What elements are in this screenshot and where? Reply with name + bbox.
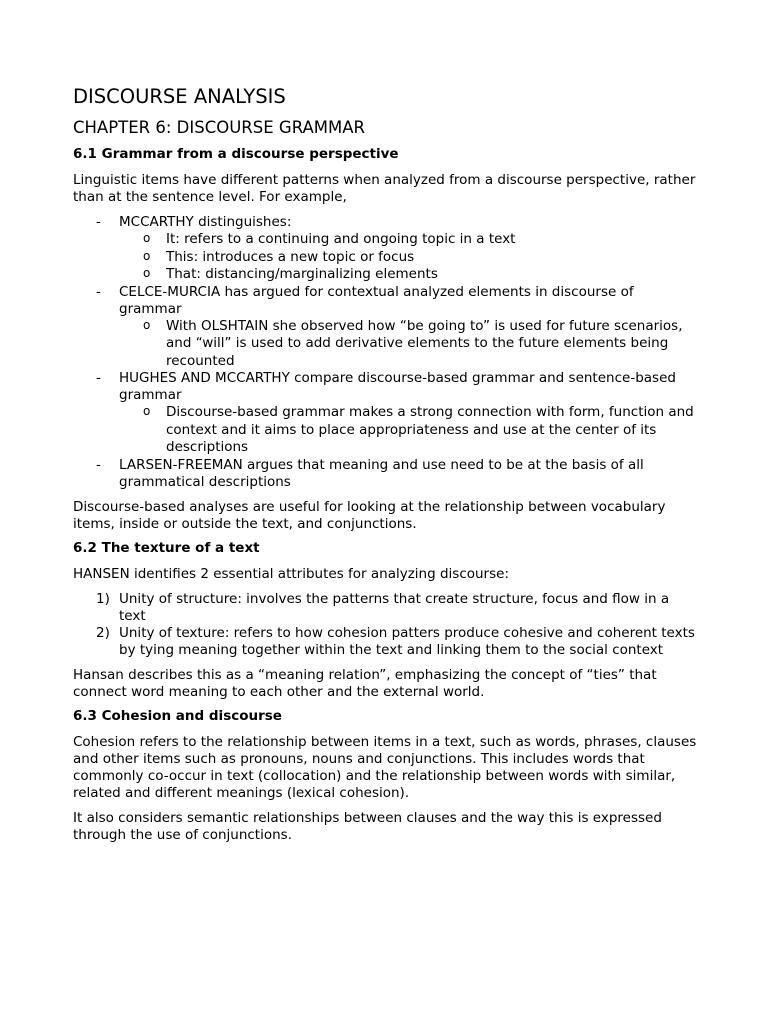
section-heading-6-2: 6.2 The texture of a text	[73, 539, 260, 556]
sub-list-item	[119, 266, 698, 284]
list-item	[73, 370, 698, 457]
document-body	[73, 85, 698, 844]
sub-list-item	[119, 318, 698, 371]
sub-list-item-text: That: distancing/marginalizing elements	[166, 266, 438, 282]
dash-bullet: -	[96, 283, 101, 300]
chapter-heading: CHAPTER 6: DISCOURSE GRAMMAR	[73, 118, 366, 137]
list-item-text: CELCE-MURCIA has argued for contextual analyzed elements in discourse of grammar	[119, 283, 634, 317]
section-6-3-paragraph-1: Cohesion refers to the relationship between items in a text, such as words, phrases, clauses and other items such as pronouns, nouns and conjunctions. This includes words that commonly co-occur in text (collocation) and the relationship between words with similar, related and different meanings (lexical cohesion).	[73, 733, 697, 801]
sub-list-item-text: Discourse-based grammar makes a strong connection with form, function and context and it aims to place appropriateness and use at the center of its descriptions	[166, 404, 694, 455]
sub-list	[119, 404, 698, 457]
section-6-1-intro: Linguistic items have different patterns when analyzed from a discourse perspective, rather than at the sentence level. For example,	[73, 172, 696, 205]
section-6-2-intro: HANSEN identifies 2 essential attributes for analyzing discourse:	[73, 565, 509, 582]
sub-list	[119, 318, 698, 371]
sub-list-item-text: This: introduces a new topic or focus	[166, 248, 415, 265]
sub-list-item-text: With OLSHTAIN she observed how “be going to” is used for future scenarios, and “will” is used to add derivative elements to the future elements being recounted	[166, 317, 683, 369]
sub-list-item	[119, 249, 698, 267]
list-item	[73, 284, 698, 371]
document-title: DISCOURSE ANALYSIS	[73, 85, 286, 108]
numbered-item-text: Unity of structure: involves the patterns that create structure, focus and flow in a text	[119, 590, 670, 624]
list-item-text: HUGHES AND MCCARTHY compare discourse-based grammar and sentence-based grammar	[119, 370, 676, 403]
numbered-item	[73, 591, 698, 625]
section-heading-6-1: 6.1 Grammar from a discourse perspective	[73, 146, 399, 162]
section-heading-6-3: 6.3 Cohesion and discourse	[73, 707, 282, 724]
dash-bullet: -	[96, 214, 101, 230]
circle-bullet: o	[143, 404, 151, 418]
sub-list-item	[119, 231, 698, 249]
list-item	[73, 214, 698, 284]
circle-bullet: o	[143, 231, 151, 245]
item-number: 2)	[96, 624, 110, 641]
list-item-text: LARSEN-FREEMAN argues that meaning and use need to be at the basis of all grammatical descriptions	[119, 456, 644, 490]
section-6-1-list	[73, 214, 698, 491]
section-6-2-list	[73, 591, 698, 659]
list-item-text: MCCARTHY distinguishes:	[119, 214, 292, 230]
circle-bullet: o	[143, 317, 151, 332]
section-6-1-outro: Discourse-based analyses are useful for looking at the relationship between vocabulary items, inside or outside the text, and conjunctions.	[73, 498, 666, 532]
dash-bullet: -	[96, 370, 101, 386]
item-number: 1)	[96, 590, 110, 607]
sub-list-item	[119, 404, 698, 457]
numbered-item-text: Unity of texture: refers to how cohesion patters produce cohesive and coherent texts by tying meaning together within the text and linking them to the social context	[119, 624, 695, 658]
section-6-3-paragraph-2: It also considers semantic relationships between clauses and the way this is expressed through the use of conjunctions.	[73, 809, 662, 843]
dash-bullet: -	[96, 456, 101, 473]
section-6-2-outro: Hansan describes this as a “meaning relation”, emphasizing the concept of “ties” that connect word meaning to each other and the external world.	[73, 666, 657, 700]
sub-list-item-text: It: refers to a continuing and ongoing topic in a text	[166, 231, 516, 247]
sub-list	[119, 231, 698, 284]
circle-bullet: o	[143, 248, 151, 263]
circle-bullet: o	[143, 266, 151, 280]
list-item	[73, 457, 698, 491]
numbered-item	[73, 625, 698, 659]
